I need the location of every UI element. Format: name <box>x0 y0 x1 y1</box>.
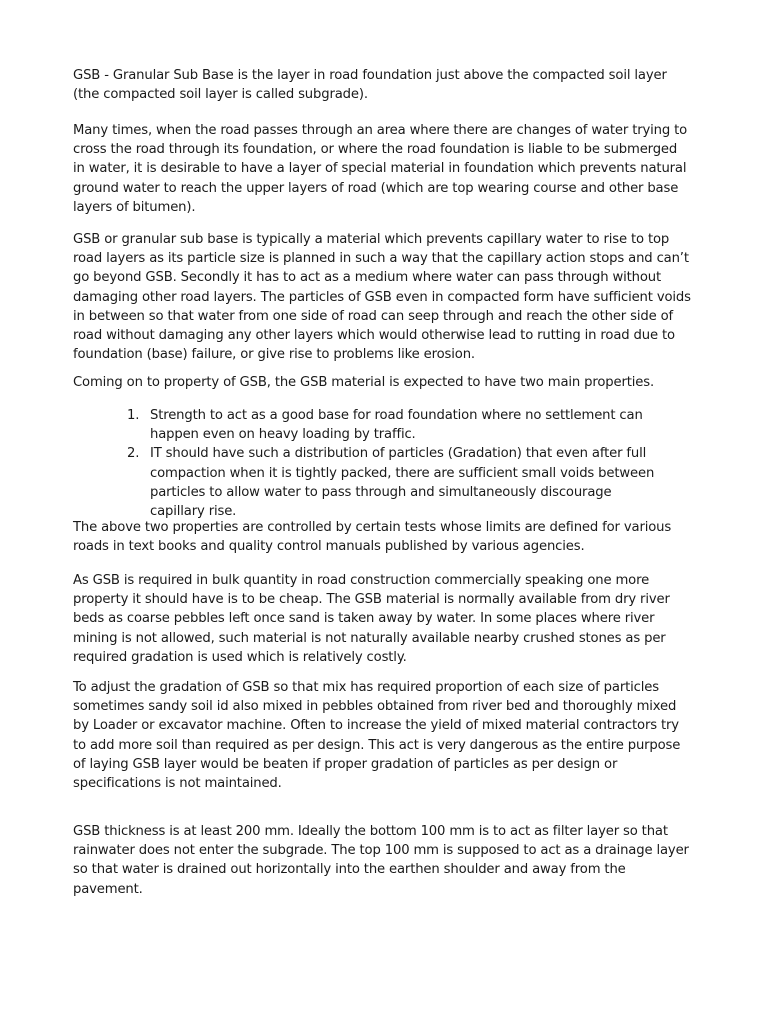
text-line: in between so that water from one side of road can seep through and reach the other side of <box>73 308 673 324</box>
paragraph-water-problem <box>73 121 697 217</box>
paragraph-capillary <box>73 230 697 364</box>
text-line: rainwater does not enter the subgrade. The top 100 mm is supposed to act as a drainage layer <box>73 843 689 859</box>
text-line: to add more soil than required as per design. This act is very dangerous as the entire purpose <box>73 737 681 753</box>
paragraph-cost <box>73 571 697 667</box>
list-number: 2. <box>127 446 140 462</box>
text-line: particles to allow water to pass through and simultaneously discourage <box>150 484 612 500</box>
text-line: pavement. <box>73 881 143 897</box>
text-line: so that water is drained out horizontally into the earthen shoulder and away from the <box>73 862 626 878</box>
paragraph-properties-intro <box>73 373 697 392</box>
text-line: IT should have such a distribution of particles (Gradation) that even after full <box>150 446 647 462</box>
text-line: Strength to act as a good base for road foundation where no settlement can <box>150 408 643 423</box>
text-line: As GSB is required in bulk quantity in road construction commercially speaking one more <box>73 573 650 588</box>
text-line: GSB thickness is at least 200 mm. Ideally the bottom 100 mm is to act as filter layer so that <box>73 824 668 839</box>
text-line: compaction when it is tightly packed, there are sufficient small voids between <box>150 465 655 481</box>
text-line: specifications is not maintained. <box>73 776 282 792</box>
text-line: Coming on to property of GSB, the GSB material is expected to have two main properties. <box>73 375 654 390</box>
text-line: beds as coarse pebbles left once sand is taken away by water. In some places where river <box>73 611 655 627</box>
text-line: road layers as its particle size is planned in such a way that the capillary action stops and can’t <box>73 251 689 267</box>
paragraph-gradation <box>73 678 697 793</box>
text-line: go beyond GSB. Secondly it has to act as a medium where water can pass through without <box>73 270 661 286</box>
text-line: sometimes sandy soil id also mixed in pebbles obtained from river bed and thoroughly mixed <box>73 699 677 715</box>
text-line: required gradation is used which is relatively costly. <box>73 649 407 665</box>
text-line: road without damaging any other layers which would otherwise lead to rutting in road due to <box>73 328 675 344</box>
text-line: in water, it is desirable to have a layer of special material in foundation which prevents natural <box>73 161 687 177</box>
text-line: by Loader or excavator machine. Often to increase the yield of mixed material contractors try <box>73 718 679 734</box>
text-line: happen even on heavy loading by traffic. <box>150 427 416 443</box>
text-line: property it should have is to be cheap. The GSB material is normally available from dry river <box>73 592 670 608</box>
text-line: damaging other road layers. The particles of GSB even in compacted form have sufficient voids <box>73 289 691 305</box>
text-line: To adjust the gradation of GSB so that mix has required proportion of each size of particles <box>73 680 659 695</box>
paragraph-thickness <box>73 822 697 899</box>
list-item <box>73 406 697 444</box>
text-line: cross the road through its foundation, or where the road foundation is liable to be submerged <box>73 142 678 158</box>
text-line: ground water to reach the upper layers of road (which are top wearing course and other base <box>73 180 679 196</box>
list-item <box>73 444 697 521</box>
text-line: Many times, when the road passes through an area where there are changes of water trying to <box>73 123 688 138</box>
list-number: 1. <box>127 408 140 423</box>
text-line: (the compacted soil layer is called subgrade). <box>73 87 368 103</box>
text-line: capillary rise. <box>150 504 237 520</box>
text-line: roads in text books and quality control manuals published by various agencies. <box>73 539 585 555</box>
paragraph-tests <box>73 518 697 556</box>
text-line: foundation (base) failure, or give rise to problems like erosion. <box>73 347 475 363</box>
text-line: mining is not allowed, such material is not naturally available nearby crushed stones as per <box>73 630 666 646</box>
text-line: of laying GSB layer would be beaten if proper gradation of particles as per design or <box>73 756 618 772</box>
text-line: The above two properties are controlled by certain tests whose limits are defined for various <box>73 520 672 535</box>
paragraph-gsb-definition <box>73 66 697 104</box>
text-line: GSB - Granular Sub Base is the layer in road foundation just above the compacted soil layer <box>73 68 667 83</box>
properties-list <box>73 406 697 521</box>
text-line: GSB or granular sub base is typically a material which prevents capillary water to rise to top <box>73 232 670 247</box>
text-line: layers of bitumen). <box>73 199 196 215</box>
